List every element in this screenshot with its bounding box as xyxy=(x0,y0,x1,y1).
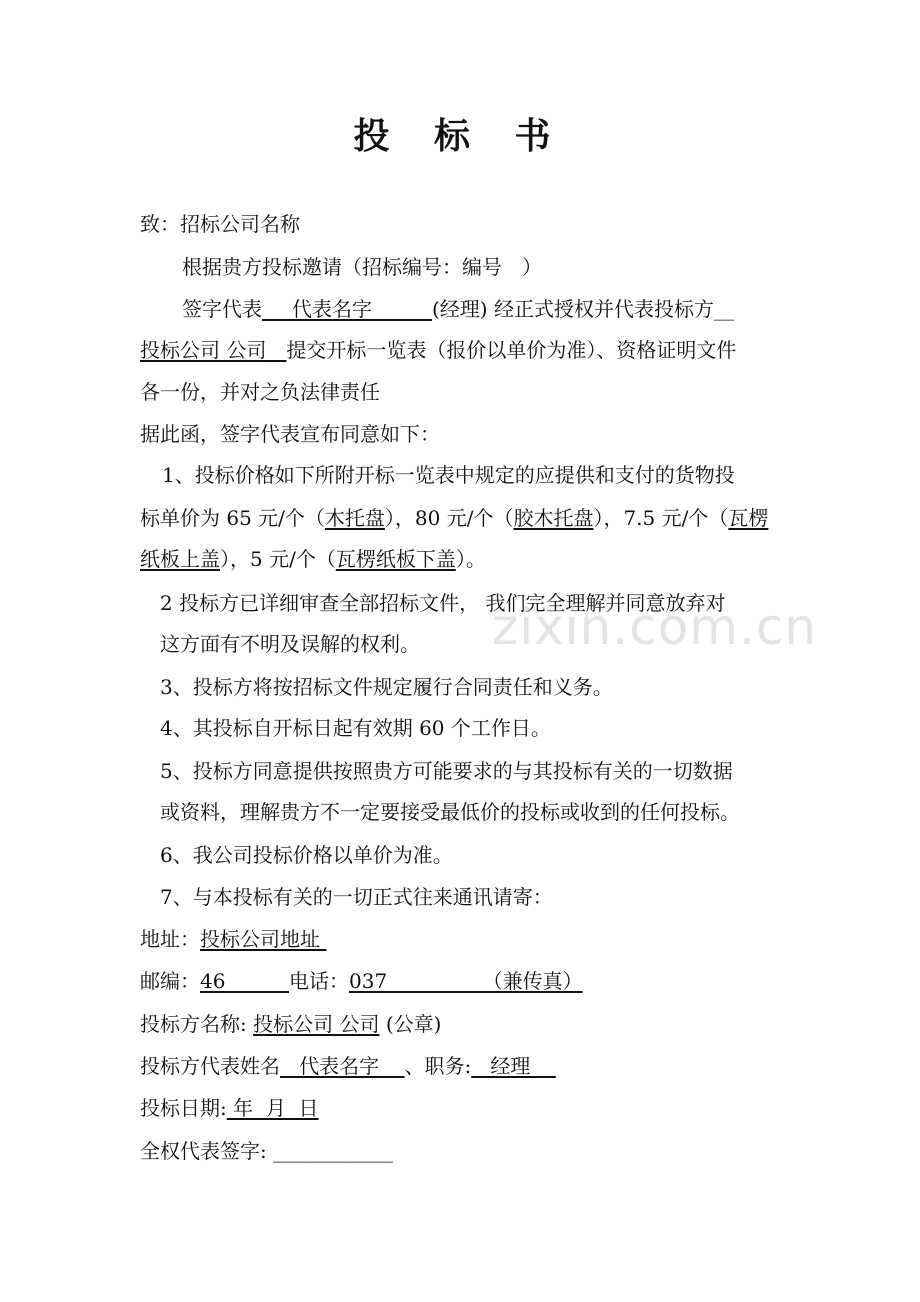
company-seal-label: (公章) xyxy=(379,1012,442,1036)
phone-value: 037 （兼传真） xyxy=(349,969,583,993)
item-4: 4、其投标自开标日起有效期 60 个工作日。 xyxy=(160,716,551,740)
item-2-line-2: 这方面有不明及误解的权利。 xyxy=(160,632,420,656)
item-5-line-1: 5、投标方同意提供按照贵方可能要求的与其投标有关的一切数据 xyxy=(160,759,733,783)
paragraph-liability: 各一份，并对之负法律责任 xyxy=(140,380,380,404)
address-row xyxy=(140,927,326,951)
signature-row xyxy=(140,1139,393,1163)
paragraph-declaration: 据此函，签字代表宣布同意如下： xyxy=(140,422,440,446)
address-label: 地址： xyxy=(140,927,200,951)
bidder-name-value: 投标公司 公司 xyxy=(253,1012,380,1036)
submission-text: 提交开标一览表（报价以单价为准）、资格证明文件 xyxy=(286,338,737,362)
position-label: 、职务: xyxy=(404,1054,472,1078)
representative-label: 投标方代表姓名 xyxy=(140,1054,280,1078)
item-1-line-2 xyxy=(140,506,768,530)
paragraph-signatory xyxy=(182,297,734,321)
bid-date-row xyxy=(140,1096,319,1120)
postcode-value: 46 xyxy=(200,969,290,993)
bid-date-value: 年 月 日 xyxy=(226,1096,319,1120)
price-text: ），7.5 元/个（ xyxy=(593,506,729,530)
item-1-line-1: 1、投标价格如下所附开标一览表中规定的应提供和支付的货物投 xyxy=(162,463,735,487)
representative-row xyxy=(140,1054,556,1078)
signatory-label: 签字代表 xyxy=(182,297,262,321)
item-7: 7、与本投标有关的一切正式往来通讯请寄： xyxy=(160,885,553,909)
bid-date-label: 投标日期: xyxy=(140,1096,227,1120)
phone-label: 电话： xyxy=(289,969,350,993)
signatory-name-field: ___代表名字______ xyxy=(262,297,432,321)
item-3: 3、投标方将按招标文件规定履行合同责任和义务。 xyxy=(160,675,613,699)
price-text: ），5 元/个（ xyxy=(220,547,336,571)
item-6: 6、我公司投标价格以单价为准。 xyxy=(160,843,453,867)
addressee-line: 致：招标公司名称 xyxy=(140,212,300,236)
bidder-company-field: 投标公司 公司__ xyxy=(140,338,287,362)
price-text: ）。 xyxy=(455,547,486,571)
paragraph-bidder xyxy=(140,338,736,362)
address-value: 投标公司地址 xyxy=(200,927,327,951)
position-value: 经理 xyxy=(471,1054,556,1078)
document-title: 投 标 书 xyxy=(353,115,567,157)
signature-field: ____________ xyxy=(273,1139,394,1163)
price-text: ），80 元/个（ xyxy=(384,506,514,530)
bidder-name-row xyxy=(140,1012,441,1036)
price-text: 标单价为 65 元/个（ xyxy=(140,506,325,530)
postcode-row xyxy=(140,969,583,993)
item-1-line-3 xyxy=(140,547,486,571)
representative-value: 代表名字 xyxy=(280,1054,405,1078)
item-5-line-2: 或资料，理解贵方不一定要接受最低价的投标或收到的任何投标。 xyxy=(160,800,740,824)
product-corrugated-top-part1: 瓦楞 xyxy=(728,506,769,530)
postcode-label: 邮编： xyxy=(140,969,200,993)
product-corrugated-top-part2: 纸板上盖 xyxy=(140,547,220,571)
bidder-name-label: 投标方名称: xyxy=(140,1012,254,1036)
watermark: zixin.com.cn xyxy=(492,598,818,656)
product-plywood-pallet: 胶木托盘 xyxy=(513,506,594,530)
paragraph-invitation: 根据贵方投标邀请（招标编号：编号 ） xyxy=(182,255,542,279)
signature-label: 全权代表签字: xyxy=(140,1139,274,1163)
product-wood-pallet: 木托盘 xyxy=(324,506,385,530)
signatory-authorization: (经理) 经正式授权并代表投标方__ xyxy=(432,297,734,321)
item-2-line-1: 2 投标方已详细审查全部招标文件， 我们完全理解并同意放弃对 xyxy=(160,591,726,615)
product-corrugated-bottom: 瓦楞纸板下盖 xyxy=(335,547,456,571)
